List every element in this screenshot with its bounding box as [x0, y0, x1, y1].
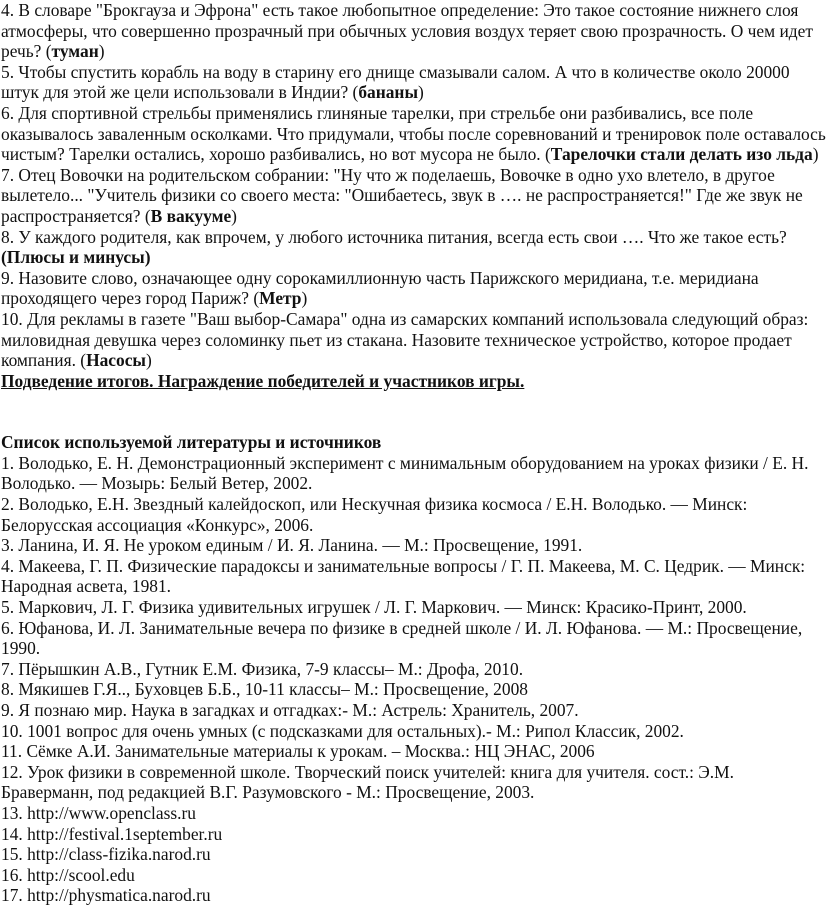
reference-item: 8. Мякишев Г.Я.., Буховцев Б.Б., 10-11 классы– М.: Просвещение, 2008 — [1, 679, 528, 700]
references-list — [1, 453, 815, 906]
reference-item: 7. Пёрышкин А.В., Гутник Е.М. Физика, 7-9 классы– М.: Дрофа, 2010. — [1, 658, 524, 679]
question-text: 10. Для рекламы в газете "Ваш выбор-Самара" одна из самарских компаний использовала следующий образ: миловидная девушка через соломинку пьет из стакана. Назовите техническое устройство, которое продает компания. ( — [1, 308, 809, 371]
document-page — [1, 0, 826, 906]
question-answer: туман — [51, 41, 99, 62]
question-tail: ) — [146, 350, 152, 371]
question-text: 4. В словаре "Брокгауза и Эфрона" есть такое любопытное определение: Это такое состояние нижнего слоя атмосферы, что совершенно прозрачный при обычных условия воздух теряет свою прозрачность. О чем идет речь? ( — [1, 0, 813, 62]
reference-item: 6. Юфанова, И. Л. Занимательные вечера по физике в средней школе / И. Л. Юфанова. — М.: Просвещение, 1990. — [1, 617, 803, 659]
question-answer: Тарелочки стали делать изо льда — [550, 144, 813, 165]
section-spacer — [1, 391, 815, 432]
question-text: 9. Назовите слово, означающее одну сорокамиллионную часть Парижского меридиана, т.е. меридиана проходящего через город Париж? ( — [1, 267, 759, 309]
reference-link: 14. http://festival.1september.ru — [1, 823, 223, 844]
question-text: чистым? Тарелки остались, хорошо разбивались, но вот мусора не было. ( — [1, 144, 551, 165]
reference-item: 9. Я познаю мир. Наука в загадках и отгадках:- М.: Астрель: Хранитель, 2007. — [1, 700, 579, 720]
reference-item: 11. Сёмке А.И. Занимательные материалы к урокам. – Москва.: НЦ ЭНАС, 2006 — [1, 741, 595, 762]
question-text-line — [1, 144, 819, 165]
question-answer: бананы — [358, 82, 419, 103]
question-6 — [1, 102, 826, 165]
reference-item: 1. Володько, Е. Н. Демонстрационный эксперимент с минимальным оборудованием на уроках физики / Е. Н. Володько. — Мозырь: Белый Ветер, 2002. — [1, 452, 809, 494]
reference-item: 12. Урок физики в современной школе. Творческий поиск учителей: книга для учителя. сост.: Э.М. Браверманн, под редакцией В.Г. Разумовского - М.: Просвещение, 2003. — [1, 761, 734, 803]
question-text: 5. Чтобы спустить корабль на воду в старину его днище смазывали салом. А что в количестве около 20000 штук для этой же цели использовали в Индии? ( — [1, 61, 790, 103]
reference-link: 17. http://physmatica.narod.ru — [1, 885, 211, 906]
references-heading: Список используемой литературы и источников — [1, 432, 382, 453]
reference-link: 16. http://scool.edu — [1, 864, 135, 885]
question-answer: В вакууме — [150, 205, 232, 226]
question-4 — [1, 0, 815, 62]
reference-item: 10. 1001 вопрос для очень умных (с подсказками для остальных).- М.: Рипол Классик, 2002. — [1, 720, 684, 741]
question-10 — [1, 309, 815, 371]
reference-item: 5. Маркович, Л. Г. Физика удивительных игрушек / Л. Г. Маркович. — Минск: Красико-Принт, 2000. — [1, 597, 747, 618]
reference-link: 15. http://class-fizika.narod.ru — [1, 844, 211, 865]
reference-item: 2. Володько, Е.Н. Звездный калейдоскоп, или Нескучная физика космоса / Е.Н. Володько. — Минск: Белорусская ассоциация «Конкурс», 2006. — [1, 494, 748, 535]
question-answer: (Плюсы и минусы) — [1, 247, 151, 268]
question-8 — [1, 227, 815, 268]
question-tail: ) — [418, 82, 424, 103]
question-7 — [1, 165, 815, 227]
question-text: 7. Отец Вовочки на родительском собрании: "Ну что ж поделаешь, Вовочке в одно ухо влетело, в другое вылетело... "Учитель физики со своего места: "Ошибаетесь, звук в …. не распространяется!" Где же звук не распространяется? ( — [1, 164, 803, 226]
summary-heading: Подведение итогов. Награждение победителей и участников игры. — [1, 370, 525, 391]
question-text-line: 6. Для спортивной стрельбы применялись глиняные тарелки, при стрельбе они разбивались, все поле — [1, 102, 754, 123]
question-tail: ) — [812, 144, 819, 165]
reference-link: 13. http://www.openclass.ru — [1, 802, 196, 823]
reference-item: 4. Макеева, Г. П. Физические парадоксы и занимательные вопросы / Г. П. Макеева, М. С. Цедрик. — Минск: Народная асвета, 1981. — [1, 555, 806, 597]
question-text-line: оказывалось заваленным осколками. Что придумали, чтобы после соревнований и тренировок поле оставалось — [1, 123, 826, 144]
question-tail: ) — [231, 205, 237, 226]
question-5 — [1, 62, 815, 103]
question-answer: Метр — [259, 288, 302, 309]
reference-item: 3. Ланина, И. Я. Не уроком единым / И. Я. Ланина. — М.: Просвещение, 1991. — [1, 535, 583, 556]
question-tail: ) — [98, 41, 105, 62]
question-text: 8. У каждого родителя, как впрочем, у любого источника питания, всегда есть свои …. Что же такое есть? — [1, 226, 787, 247]
question-9 — [1, 268, 815, 309]
question-answer: Насосы — [86, 350, 146, 371]
question-tail: ) — [301, 288, 308, 309]
